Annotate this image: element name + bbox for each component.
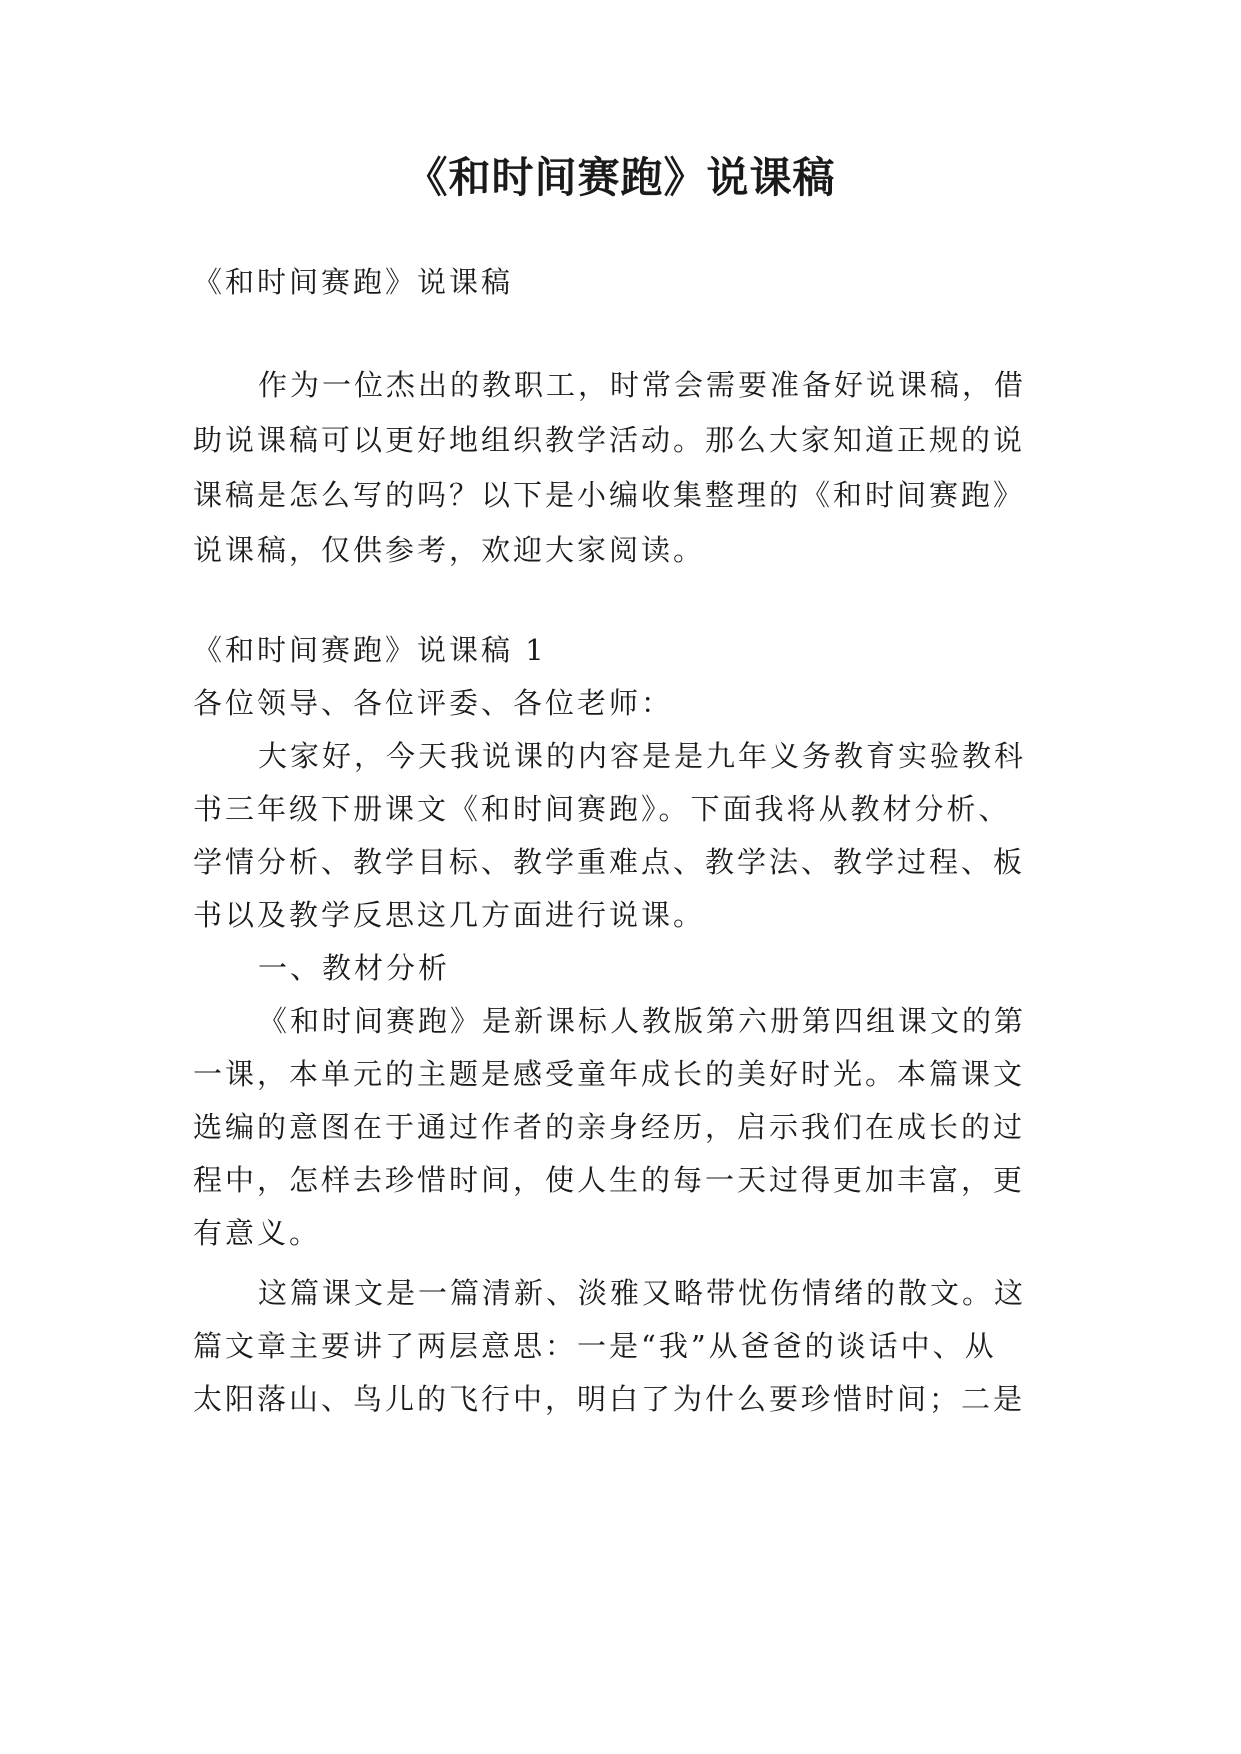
document-subtitle: 《和时间赛跑》说课稿 xyxy=(193,265,514,299)
intro-line: 课稿是怎么写的吗？以下是小编收集整理的《和时间赛跑》 xyxy=(193,478,1026,512)
body-line: 有意义。 xyxy=(193,1216,322,1250)
intro-line: 作为一位杰出的教职工，时常会需要准备好说课稿，借 xyxy=(258,368,1027,402)
intro-line: 助说课稿可以更好地组织教学活动。那么大家知道正规的说 xyxy=(193,423,1026,457)
body-line: 《和时间赛跑》是新课标人教版第六册第四组课文的第 xyxy=(258,1004,1027,1038)
body-line: 这篇课文是一篇清新、淡雅又略带忧伤情绪的散文。这 xyxy=(258,1276,1027,1310)
body-line: 书以及教学反思这几方面进行说课。 xyxy=(193,898,706,932)
body-line: 程中，怎样去珍惜时间，使人生的每一天过得更加丰富，更 xyxy=(193,1163,1026,1197)
section-heading-material-analysis: 一、教材分析 xyxy=(258,951,451,985)
body-line: 大家好，今天我说课的内容是是九年义务教育实验教科 xyxy=(258,739,1027,773)
body-line: 学情分析、教学目标、教学重难点、教学法、教学过程、板 xyxy=(193,845,1026,879)
greeting-line: 各位领导、各位评委、各位老师： xyxy=(193,686,674,720)
body-line: 选编的意图在于通过作者的亲身经历，启示我们在成长的过 xyxy=(193,1110,1026,1144)
body-line: 篇文章主要讲了两层意思：一是“我”从爸爸的谈话中、从 xyxy=(193,1329,997,1363)
document-title: 《和时间赛跑》说课稿 xyxy=(405,153,836,202)
body-line: 一课，本单元的主题是感受童年成长的美好时光。本篇课文 xyxy=(193,1057,1026,1091)
section-heading: 《和时间赛跑》说课稿 1 xyxy=(193,633,547,667)
intro-line: 说课稿，仅供参考，欢迎大家阅读。 xyxy=(193,533,706,567)
body-line: 太阳落山、鸟儿的飞行中，明白了为什么要珍惜时间；二是 xyxy=(193,1382,1026,1416)
body-line: 书三年级下册课文《和时间赛跑》。下面我将从教材分析、 xyxy=(193,792,1011,826)
